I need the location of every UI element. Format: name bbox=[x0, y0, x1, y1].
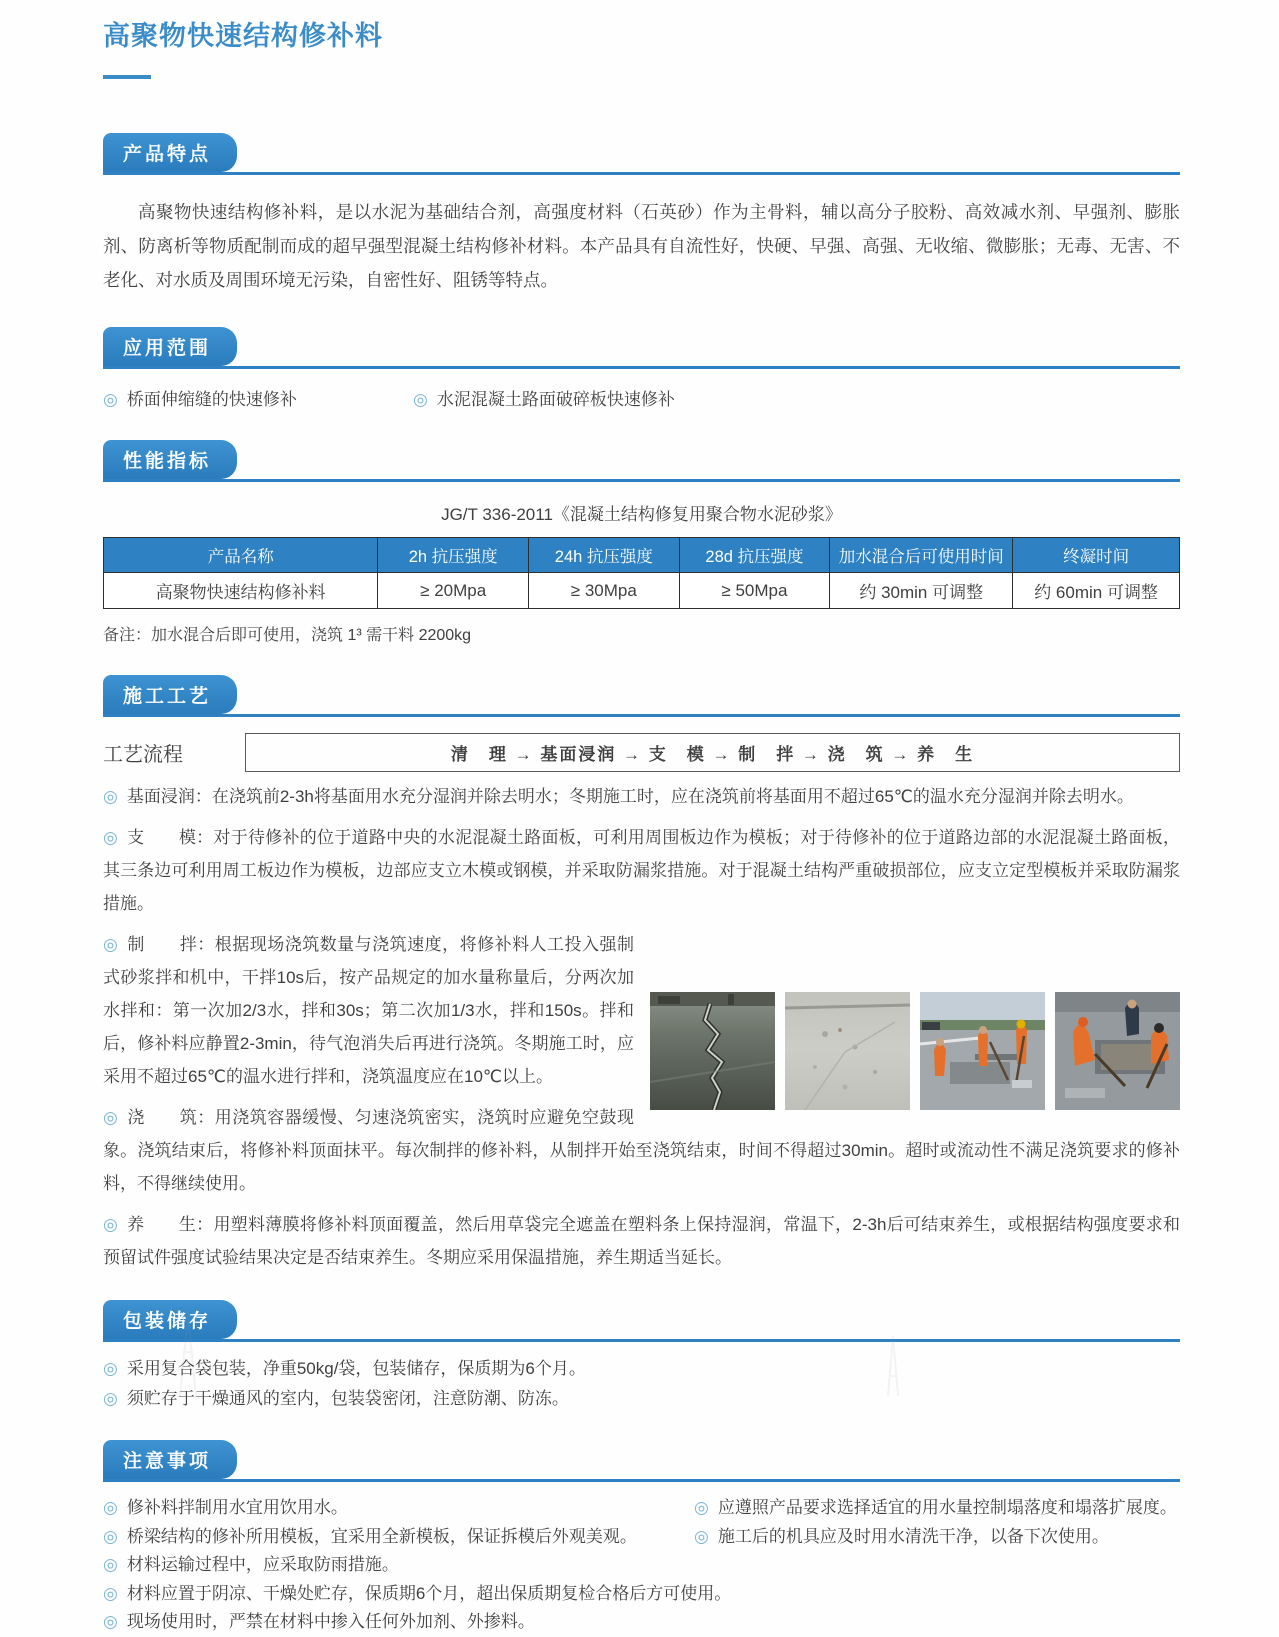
list-item bbox=[103, 1551, 1180, 1580]
section-performance-header bbox=[103, 440, 1180, 482]
note-item-text: 桥梁结构的修补所用模板，宜采用全新模板，保证拆模后外观美观。 bbox=[126, 1526, 637, 1546]
table-header-cell: 终凝时间 bbox=[1013, 538, 1180, 573]
applications-list bbox=[103, 385, 1180, 410]
table-header-cell: 产品名称 bbox=[104, 538, 378, 573]
table-cell: ≥ 20Mpa bbox=[378, 573, 529, 609]
list-item bbox=[103, 1354, 1180, 1384]
pavement-crack-photo bbox=[650, 992, 775, 1110]
standard-reference: JG/T 336-2011《混凝土结构修复用聚合物水泥砂浆》 bbox=[441, 505, 842, 524]
tower-watermark-icon bbox=[878, 1336, 908, 1401]
ring-bullet-icon: ◎ bbox=[103, 1215, 119, 1234]
tower-watermark-icon bbox=[168, 1316, 208, 1401]
table-header-cell: 24h 抗压强度 bbox=[529, 538, 680, 573]
ring-bullet-icon: ◎ bbox=[103, 1583, 118, 1603]
application-item-text: 水泥混凝土路面破碎板快速修补 bbox=[436, 390, 675, 409]
list-item bbox=[694, 1494, 1180, 1523]
list-item bbox=[103, 385, 413, 410]
ring-bullet-icon: ◎ bbox=[694, 1498, 709, 1517]
process-steps bbox=[103, 780, 1180, 1274]
ring-bullet-icon: ◎ bbox=[103, 935, 119, 954]
ring-bullet-icon: ◎ bbox=[103, 1555, 118, 1574]
section-process-heading: 施工工艺 bbox=[103, 675, 237, 714]
ring-bullet-icon: ◎ bbox=[103, 1526, 118, 1546]
note-item-text: 材料应置于阴凉、干燥处贮存，保质期6个月，超出保质期复检合格后方可使用。 bbox=[126, 1583, 732, 1603]
process-photo-strip bbox=[650, 992, 1180, 1110]
table-header-cell: 2h 抗压强度 bbox=[378, 538, 529, 573]
page-title: 高聚物快速结构修补料 bbox=[103, 21, 383, 51]
process-flow-row bbox=[103, 733, 1180, 772]
list-item bbox=[694, 1523, 1180, 1552]
performance-table bbox=[103, 537, 1180, 609]
section-features-header bbox=[103, 133, 1180, 175]
title-underline bbox=[103, 75, 151, 79]
notes-right-column bbox=[694, 1494, 1180, 1551]
process-step-text: 制 拌：根据现场浇筑数量与浇筑速度，将修补料人工投入强制式砂浆拌和机中，干拌10s后，按产品规定的加水量称量后，分两次加水拌和：第一次加2/3水，拌和30s；第二次加1/3水，拌和150s。拌和后，修补料应静置2-3min，待气泡消失后再进行浇筑。冬期施工时，应采用不超过65℃的温水进行拌和，浇筑温度应在10℃以上。 bbox=[103, 935, 634, 1086]
list-item bbox=[103, 1608, 1180, 1637]
section-applications-header bbox=[103, 327, 1180, 369]
process-step bbox=[103, 821, 1180, 920]
road-repair-crew-photo bbox=[920, 992, 1045, 1110]
process-flow-label: 工艺流程 bbox=[103, 744, 183, 766]
process-flow-sequence: 清 理 → 基面浸润 → 支 模 → 制 拌 → 浇 筑 → 养 生 bbox=[245, 733, 1180, 772]
features-paragraph: 高聚物快速结构修补料，是以水泥为基础结合剂，高强度材料（石英砂）作为主骨料，辅以高分子胶粉、高效减水剂、早强剂、膨胀剂、防离析等物质配制而成的超早强型混凝土结构修补材料。本产品具有自流性好，快硬、早强、高强、无收缩、微膨胀；无毒、无害、不老化、对水质及周围环境无污染，自密性好、阻锈等特点。 bbox=[103, 202, 1180, 290]
section-packaging-heading: 包装储存 bbox=[103, 1300, 237, 1339]
note-item-text: 材料运输过程中，应采取防雨措施。 bbox=[126, 1555, 399, 1574]
note-item-text: 修补料拌制用水宜用饮用水。 bbox=[126, 1498, 348, 1517]
ring-bullet-icon: ◎ bbox=[103, 828, 119, 847]
note-item-text: 现场使用时，严禁在材料中掺入任何外加剂、外掺料。 bbox=[126, 1612, 535, 1631]
process-step bbox=[103, 1208, 1180, 1274]
process-step-text: 支 模：对于待修补的位于道路中央的水泥混凝土路面板，可利用周围板边作为模板；对于待修补的位于道路边部的水泥混凝土路面板，其三条边可利用周工板边作为模板，边部应支立木模或钢模，并采取防漏浆措施。对于混凝土结构严重破损部位，应支立定型模板并采取防漏浆措施。 bbox=[103, 828, 1180, 913]
ring-bullet-icon: ◎ bbox=[103, 787, 118, 806]
section-notes-heading: 注意事项 bbox=[103, 1440, 237, 1479]
ring-bullet-icon: ◎ bbox=[103, 1108, 119, 1127]
table-cell: 约 30min 可调整 bbox=[830, 573, 1013, 609]
packaging-list bbox=[103, 1354, 1180, 1414]
section-applications-heading: 应用范围 bbox=[103, 327, 237, 366]
list-item bbox=[103, 1580, 1180, 1609]
ring-bullet-icon: ◎ bbox=[103, 1498, 118, 1517]
list-item bbox=[103, 1384, 1180, 1414]
packaging-item-text: 须贮存于干燥通风的室内，包装袋密闭，注意防潮、防冻。 bbox=[126, 1389, 569, 1408]
list-item bbox=[413, 385, 675, 410]
ring-bullet-icon: ◎ bbox=[103, 1389, 118, 1408]
patch-finishing-crew-photo bbox=[1055, 992, 1180, 1110]
table-header-row bbox=[104, 538, 1180, 573]
ring-bullet-icon: ◎ bbox=[103, 1612, 118, 1631]
section-process-header bbox=[103, 675, 1180, 717]
table-cell: 约 60min 可调整 bbox=[1013, 573, 1180, 609]
section-packaging-header bbox=[103, 1300, 1180, 1342]
process-step bbox=[103, 1101, 1180, 1200]
table-row bbox=[104, 573, 1180, 609]
ring-bullet-icon: ◎ bbox=[694, 1526, 709, 1546]
table-note: 备注：加水混合后即可使用，浇筑 1³ 需干料 2200kg bbox=[103, 627, 472, 644]
section-notes-header bbox=[103, 1440, 1180, 1482]
section-features-heading: 产品特点 bbox=[103, 133, 237, 172]
section-performance-heading: 性能指标 bbox=[103, 440, 237, 479]
table-header-cell: 加水混合后可使用时间 bbox=[830, 538, 1013, 573]
concrete-surface-photo bbox=[785, 992, 910, 1110]
ring-bullet-icon: ◎ bbox=[413, 390, 428, 409]
notes-list bbox=[103, 1494, 1180, 1637]
process-step-text: 浇 筑：用浇筑容器缓慢、匀速浇筑密实，浇筑时应避免空鼓现象。浇筑结束后，将修补料顶面抹平。每次制拌的修补料，从制拌开始至浇筑结束，时间不得超过30min。超时或流动性不满足浇筑要求的修补料，不得继续使用。 bbox=[103, 1108, 1180, 1193]
application-item-text: 桥面伸缩缝的快速修补 bbox=[126, 390, 297, 409]
ring-bullet-icon: ◎ bbox=[103, 390, 118, 409]
note-item-text: 施工后的机具应及时用水清洗干净，以备下次使用。 bbox=[717, 1526, 1109, 1546]
table-cell: 高聚物快速结构修补料 bbox=[104, 573, 378, 609]
table-header-cell: 28d 抗压强度 bbox=[679, 538, 830, 573]
process-step-text: 养 生：用塑料薄膜将修补料顶面覆盖，然后用草袋完全遮盖在塑料条上保持湿润，常温下，2-3h后可结束养生，或根据结构强度要求和预留试件强度试验结果决定是否结束养生。冬期应采用保温措施，养生期适当延长。 bbox=[103, 1215, 1180, 1267]
process-step-text: 基面浸润：在浇筑前2-3h将基面用水充分湿润并除去明水；冬期施工时，应在浇筑前将基面用不超过65℃的温水充分湿润并除去明水。 bbox=[126, 787, 1134, 806]
table-cell: ≥ 30Mpa bbox=[529, 573, 680, 609]
note-item-text: 应遵照产品要求选择适宜的用水量控制塌落度和塌落扩展度。 bbox=[717, 1498, 1177, 1517]
process-step bbox=[103, 780, 1180, 813]
packaging-item-text: 采用复合袋包装，净重50kg/袋，包装储存，保质期为6个月。 bbox=[126, 1359, 586, 1378]
ring-bullet-icon: ◎ bbox=[103, 1359, 118, 1378]
table-cell: ≥ 50Mpa bbox=[679, 573, 830, 609]
